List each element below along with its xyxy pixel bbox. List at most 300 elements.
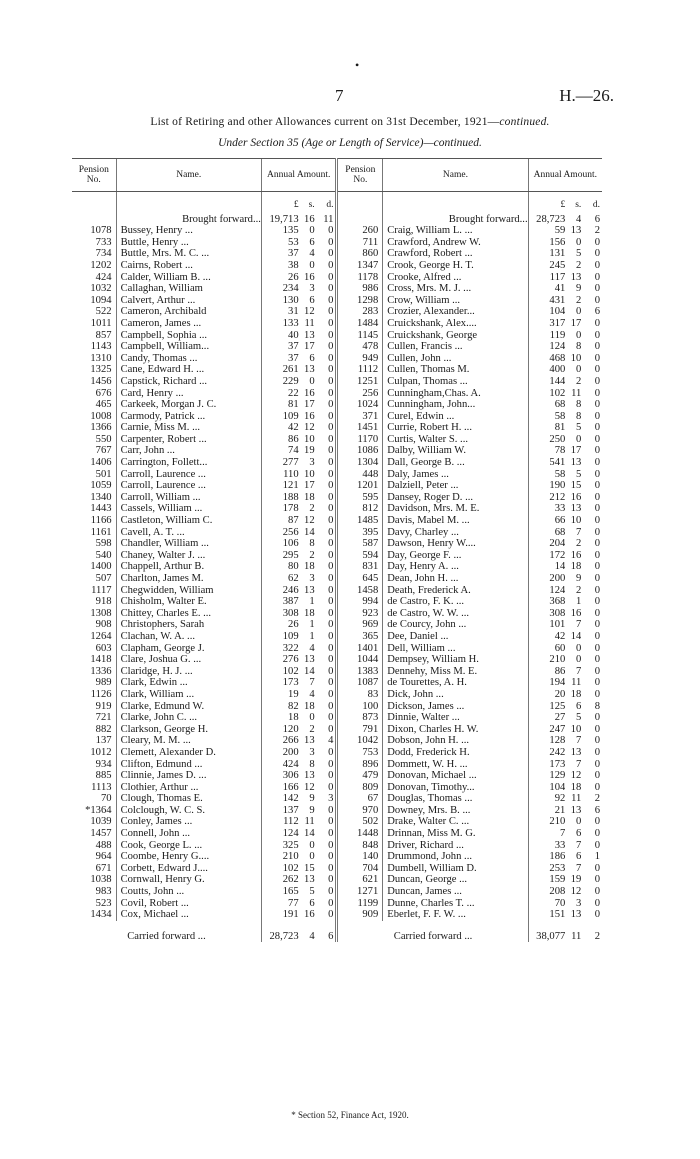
amount-pounds: 117 (528, 272, 565, 284)
amount-pounds: 194 (528, 677, 565, 689)
amount-shillings: 7 (576, 758, 582, 770)
amount-pounds: 74 (261, 445, 298, 457)
pension-number: 260 (337, 225, 383, 237)
amount-pence: 0 (594, 515, 600, 527)
pension-number: 598 (95, 538, 112, 550)
amount-pence: 0 (594, 677, 600, 689)
pensioner-name: Duncan, James ... (383, 886, 528, 898)
brought-forward-pounds: 28,723 (528, 212, 565, 226)
amount-shillings: 0 (576, 329, 582, 341)
pension-number: 1078 (90, 225, 112, 237)
pension-number: 137 (95, 735, 112, 747)
pensioner-name: Carroll, William ... (116, 492, 261, 504)
amount-shillings: 9 (309, 804, 315, 816)
pension-number: *1364 (85, 804, 112, 816)
amount-pence: 0 (594, 352, 600, 364)
pensioner-name: Calder, William B. ... (116, 272, 261, 284)
amount-shillings: 6 (309, 236, 315, 248)
pensioner-name: Coutts, John ... (116, 886, 261, 898)
unit-shillings: s. (308, 200, 315, 210)
amount-shillings: 6 (309, 294, 315, 306)
pension-number: 1202 (90, 259, 112, 271)
pensioner-name: Clemett, Alexander D. (116, 747, 261, 759)
pension-number: 994 (337, 596, 383, 608)
pensioner-name: Dean, John H. ... (383, 573, 528, 585)
pensioner-name: Crow, William ... (383, 295, 528, 307)
amount-pence: 0 (328, 259, 334, 271)
pension-number: 1448 (337, 828, 383, 840)
amount-shillings: 2 (309, 503, 315, 515)
table-row (72, 538, 602, 550)
amount-shillings: 10 (570, 352, 582, 364)
amount-pence: 0 (594, 503, 600, 515)
pensioner-name: Carroll, Laurence ... (116, 480, 261, 492)
pension-number: 550 (95, 433, 112, 445)
amount-pence: 0 (594, 480, 600, 492)
pensioner-name: Covil, Robert ... (116, 898, 261, 910)
amount-shillings: 7 (576, 526, 582, 538)
pension-number: 478 (337, 341, 383, 353)
amount-pence: 0 (328, 399, 334, 411)
amount-shillings: 4 (309, 688, 315, 700)
amount-pence: 0 (594, 758, 600, 770)
amount-pounds: 210 (261, 851, 298, 863)
pension-number: 1457 (90, 828, 112, 840)
amount-shillings: 13 (570, 909, 582, 921)
amount-shillings: 16 (304, 387, 315, 399)
amount-pounds: 112 (261, 816, 298, 828)
amount-pounds: 137 (261, 805, 298, 817)
amount-pounds: 124 (528, 585, 565, 597)
pension-number: 1406 (90, 457, 112, 469)
amount-shillings: 0 (576, 236, 582, 248)
amount-pounds: 190 (528, 480, 565, 492)
amount-shillings: 12 (304, 306, 315, 318)
pension-number: 1039 (90, 816, 112, 828)
amount-pence: 0 (594, 491, 600, 503)
table-row (72, 782, 602, 794)
amount-pounds: 166 (261, 782, 298, 794)
amount-shillings: 13 (304, 329, 315, 341)
pension-number: 848 (337, 840, 383, 852)
amount-pounds: 431 (528, 295, 565, 307)
pensioner-name: Dickson, James ... (383, 701, 528, 713)
pensioner-name: Callaghan, William (116, 283, 261, 295)
amount-shillings: 14 (304, 828, 315, 840)
amount-pence: 0 (594, 341, 600, 353)
amount-pence: 0 (328, 468, 334, 480)
pension-number: 882 (95, 723, 112, 735)
unit-shillings: s. (575, 200, 582, 210)
pension-number: 1038 (90, 874, 112, 886)
amount-pence: 0 (594, 399, 600, 411)
table-row (72, 388, 602, 400)
pension-number: 70 (100, 793, 112, 805)
pension-number: 733 (95, 236, 112, 248)
pensioner-name: Crawford, Andrew W. (383, 237, 528, 249)
amount-pounds: 256 (261, 527, 298, 539)
pension-number: 540 (95, 549, 112, 561)
pensioner-name: Chittey, Charles E. ... (116, 608, 261, 620)
table-row (72, 283, 602, 295)
amount-pounds: 229 (261, 376, 298, 388)
pension-number: 1308 (90, 607, 112, 619)
amount-pence: 0 (594, 573, 600, 584)
amount-shillings: 3 (309, 573, 315, 584)
amount-pounds: 102 (528, 388, 565, 400)
table-row (72, 353, 602, 365)
pension-number: 1178 (337, 272, 383, 284)
amount-pounds: 210 (528, 816, 565, 828)
pensioner-name: Carpenter, Robert ... (116, 434, 261, 446)
pensioner-name: Cross, Mrs. M. J. ... (383, 283, 528, 295)
amount-pence: 0 (594, 375, 600, 387)
amount-pounds: 173 (261, 677, 298, 689)
allowances-table (72, 158, 602, 942)
amount-pence: 0 (594, 236, 600, 248)
amount-shillings: 11 (304, 317, 315, 329)
amount-pounds: 41 (528, 283, 565, 295)
table-row (72, 492, 602, 504)
pensioner-name: Downey, Mrs. B. ... (383, 805, 528, 817)
amount-pounds: 119 (528, 330, 565, 342)
carried-forward-shillings: 4 (309, 930, 315, 942)
pension-number: 1325 (90, 364, 112, 376)
pensioner-name: Day, George F. ... (383, 550, 528, 562)
table-row (72, 503, 602, 515)
amount-shillings: 12 (304, 781, 315, 793)
amount-pence: 0 (594, 816, 600, 828)
pensioner-name: Cook, George L. ... (116, 840, 261, 852)
pension-number: 1011 (90, 317, 112, 329)
amount-pence: 0 (328, 271, 334, 283)
amount-shillings: 0 (576, 642, 582, 654)
amount-shillings: 11 (571, 387, 582, 399)
amount-pence: 0 (594, 433, 600, 445)
pension-number: 908 (95, 619, 112, 631)
pensioner-name: Douglas, Thomas ... (383, 793, 528, 805)
amount-shillings: 6 (576, 700, 582, 712)
pensioner-name: Crooke, Alfred ... (383, 272, 528, 284)
pensioner-name: Dumbell, William D. (383, 863, 528, 875)
amount-pence: 0 (594, 283, 600, 295)
amount-pounds: 159 (528, 874, 565, 886)
table-row (72, 318, 602, 330)
amount-pounds: 86 (528, 666, 565, 678)
amount-pounds: 212 (528, 492, 565, 504)
amount-pence: 0 (328, 491, 334, 503)
pensioner-name: Drinnan, Miss M. G. (383, 828, 528, 840)
pensioner-name: Dall, George B. ... (383, 457, 528, 469)
amount-pounds: 121 (261, 480, 298, 492)
pensioner-name: Donovan, Michael ... (383, 770, 528, 782)
amount-pence: 0 (328, 317, 334, 329)
brought-forward-label: Brought forward... (116, 212, 261, 226)
amount-shillings: 18 (304, 491, 315, 503)
amount-shillings: 11 (571, 793, 582, 805)
pension-number: 923 (337, 608, 383, 620)
amount-pence: 0 (328, 758, 334, 770)
pension-number: 371 (337, 411, 383, 423)
unit-pence: d. (592, 200, 600, 210)
amount-pounds: 131 (528, 248, 565, 260)
amount-shillings: 17 (570, 445, 582, 457)
amount-shillings: 13 (304, 874, 315, 886)
table-row (72, 898, 602, 910)
pension-number: 860 (337, 248, 383, 260)
pension-number: 812 (337, 503, 383, 515)
amount-pence: 6 (594, 306, 600, 318)
amount-pence: 0 (328, 665, 334, 677)
amount-pounds: 277 (261, 457, 298, 469)
pensioner-name: Clinnie, James D. ... (116, 770, 261, 782)
amount-shillings: 3 (309, 283, 315, 295)
amount-pence: 0 (594, 329, 600, 341)
pension-number: 671 (95, 862, 112, 874)
pensioner-name: Death, Frederick A. (383, 585, 528, 597)
amount-pence: 0 (594, 781, 600, 793)
amount-pence: 0 (594, 468, 600, 480)
amount-pence: 0 (328, 561, 334, 573)
pension-number: 676 (95, 387, 112, 399)
pension-number: 1170 (337, 434, 383, 446)
page-subtitle: Under Section 35 (Age or Length of Service)—continued. (218, 137, 482, 149)
amount-pounds: 81 (261, 399, 298, 411)
pension-number: 83 (337, 689, 383, 701)
amount-shillings: 13 (304, 770, 315, 782)
pensioner-name: Crawford, Robert ... (383, 248, 528, 260)
amount-pounds: 102 (261, 666, 298, 678)
carried-forward-pence: 2 (594, 930, 600, 942)
amount-pounds: 368 (528, 596, 565, 608)
amount-pence: 0 (594, 688, 600, 700)
amount-pounds: 86 (261, 434, 298, 446)
pension-number: 621 (337, 874, 383, 886)
amount-shillings: 7 (576, 665, 582, 677)
amount-pounds: 128 (528, 735, 565, 747)
amount-shillings: 19 (570, 874, 582, 886)
pensioner-name: Clark, Edwin ... (116, 677, 261, 689)
amount-shillings: 7 (309, 677, 315, 689)
carried-forward-label: Carried forward ... (127, 930, 206, 942)
pension-number: 896 (337, 759, 383, 771)
pensioner-name: Clachan, W. A. ... (116, 631, 261, 643)
pensioner-name: Culpan, Thomas ... (383, 376, 528, 388)
amount-pence: 0 (328, 457, 334, 469)
amount-pounds: 33 (528, 503, 565, 515)
amount-pence: 0 (328, 839, 334, 851)
amount-pounds: 104 (528, 306, 565, 318)
amount-pounds: 200 (261, 747, 298, 759)
table-body (72, 192, 602, 943)
amount-shillings: 8 (576, 399, 582, 411)
pension-number: 934 (95, 758, 112, 770)
pension-number: 918 (95, 596, 112, 608)
amount-pounds: 188 (261, 492, 298, 504)
amount-pence: 0 (594, 630, 600, 642)
amount-pence: 0 (594, 839, 600, 851)
col-amount-right: Annual Amount. (528, 159, 602, 192)
pension-number: 1032 (90, 283, 112, 295)
pensioner-name: Cruickshank, George (383, 330, 528, 342)
pensioner-name: de Castro, F. K. ... (383, 596, 528, 608)
pension-number: 809 (337, 782, 383, 794)
amount-pounds: 135 (261, 225, 298, 237)
pensioner-name: Clapham, George J. (116, 643, 261, 655)
pensioner-name: Daly, James ... (383, 469, 528, 481)
amount-pounds: 20 (528, 689, 565, 701)
amount-pounds: 246 (261, 585, 298, 597)
pension-number: 100 (337, 701, 383, 713)
pension-number: 523 (95, 897, 112, 909)
amount-pence: 0 (594, 642, 600, 654)
pensioner-name: Clifton, Edmund ... (116, 759, 261, 771)
amount-pence: 0 (328, 526, 334, 538)
amount-pence: 0 (594, 897, 600, 909)
amount-shillings: 2 (576, 294, 582, 306)
amount-shillings: 13 (570, 746, 582, 758)
pension-number: 1166 (90, 515, 112, 527)
amount-shillings: 11 (571, 677, 582, 689)
amount-pence: 0 (328, 573, 334, 584)
amount-pence: 8 (594, 700, 600, 712)
amount-pounds: 110 (261, 469, 298, 481)
pension-number: 1126 (90, 688, 112, 700)
amount-shillings: 1 (309, 596, 315, 608)
col-name-right: Name. (383, 159, 528, 192)
table-row (72, 747, 602, 759)
pensioner-name: Cunningham,Chas. A. (383, 388, 528, 400)
pension-number: 1042 (337, 735, 383, 747)
amount-shillings: 8 (576, 341, 582, 353)
amount-pounds: 234 (261, 283, 298, 295)
amount-pence: 0 (594, 746, 600, 758)
amount-pence: 0 (594, 909, 600, 921)
amount-shillings: 6 (309, 352, 315, 364)
amount-pounds: 210 (528, 654, 565, 666)
table-row (72, 550, 602, 562)
table-row (72, 770, 602, 782)
pension-number: 1087 (337, 677, 383, 689)
table-row (72, 515, 602, 527)
pensioner-name: Dempsey, William H. (383, 654, 528, 666)
table-row (72, 793, 602, 805)
pensioner-name: Cox, Michael ... (116, 909, 261, 921)
pension-number: 1201 (337, 480, 383, 492)
table-row (72, 434, 602, 446)
pensioner-name: Card, Henry ... (116, 388, 261, 400)
amount-pounds: 142 (261, 793, 298, 805)
pension-number: 1347 (337, 260, 383, 272)
pension-number: 711 (337, 237, 383, 249)
carried-forward-pounds: 28,723 (261, 921, 298, 943)
table-row (72, 260, 602, 272)
table-row (72, 411, 602, 423)
table-row (72, 608, 602, 620)
amount-pence: 0 (594, 294, 600, 306)
pension-number: 256 (337, 388, 383, 400)
amount-pounds: 242 (528, 747, 565, 759)
header-row (72, 159, 602, 192)
brought-forward-shillings: 4 (576, 213, 582, 225)
amount-pounds: 81 (528, 422, 565, 434)
table-row (72, 712, 602, 724)
amount-shillings: 0 (576, 306, 582, 318)
amount-pence: 0 (328, 828, 334, 840)
amount-shillings: 13 (304, 735, 315, 747)
pensioner-name: Castleton, William C. (116, 515, 261, 527)
table-row (72, 480, 602, 492)
pensioner-name: de Castro, W. W. ... (383, 608, 528, 620)
pensioner-name: Currie, Robert H. ... (383, 422, 528, 434)
amount-pounds: 58 (528, 469, 565, 481)
amount-pence: 0 (328, 422, 334, 434)
amount-pence: 0 (594, 828, 600, 840)
pension-number: 488 (95, 839, 112, 851)
table-row (72, 724, 602, 736)
table-row (72, 886, 602, 898)
pensioner-name: Dell, William ... (383, 643, 528, 655)
amount-shillings: 19 (304, 445, 315, 457)
amount-pounds: 178 (261, 503, 298, 515)
amount-pounds: 37 (261, 353, 298, 365)
amount-pence: 0 (594, 445, 600, 457)
amount-pence: 0 (328, 688, 334, 700)
table-row (72, 330, 602, 342)
pension-number: 1443 (90, 503, 112, 515)
carried-forward-label: Carried forward ... (337, 921, 528, 943)
pensioner-name: Colclough, W. C. S. (116, 805, 261, 817)
pensioner-name: Cullen, John ... (383, 353, 528, 365)
amount-shillings: 1 (576, 596, 582, 608)
amount-pounds: 306 (261, 770, 298, 782)
table-row (72, 295, 602, 307)
amount-pence: 0 (328, 700, 334, 712)
amount-pounds: 7 (528, 828, 565, 840)
amount-pence: 0 (594, 387, 600, 399)
table-row (72, 828, 602, 840)
pensioner-name: Dixon, Charles H. W. (383, 724, 528, 736)
pension-number: 1310 (90, 352, 112, 364)
pensioner-name: Cunningham, John... (383, 399, 528, 411)
amount-pounds: 165 (261, 886, 298, 898)
amount-shillings: 14 (304, 665, 315, 677)
amount-pounds: 101 (528, 619, 565, 631)
pensioner-name: Cassels, William ... (116, 503, 261, 515)
amount-shillings: 12 (304, 422, 315, 434)
table-row (72, 619, 602, 631)
amount-shillings: 2 (576, 375, 582, 387)
pensioner-name: Cullen, Thomas M. (383, 364, 528, 376)
amount-shillings: 18 (304, 607, 315, 619)
pensioner-name: Clothier, Arthur ... (116, 782, 261, 794)
pensioner-name: Cornwall, Henry G. (116, 874, 261, 886)
pension-number: 1161 (90, 526, 112, 538)
amount-pence: 0 (328, 364, 334, 376)
pension-number: 970 (337, 805, 383, 817)
pensioner-name: Cullen, Francis ... (383, 341, 528, 353)
pension-number: 885 (95, 770, 112, 782)
amount-pounds: 295 (261, 550, 298, 562)
amount-shillings: 3 (309, 746, 315, 758)
pension-number: 479 (337, 770, 383, 782)
pensioner-name: Eberlet, F. F. W. ... (383, 909, 528, 921)
amount-pounds: 37 (261, 248, 298, 260)
table-row (72, 759, 602, 771)
table-row (72, 376, 602, 388)
table-row (72, 422, 602, 434)
amount-pounds: 124 (261, 828, 298, 840)
